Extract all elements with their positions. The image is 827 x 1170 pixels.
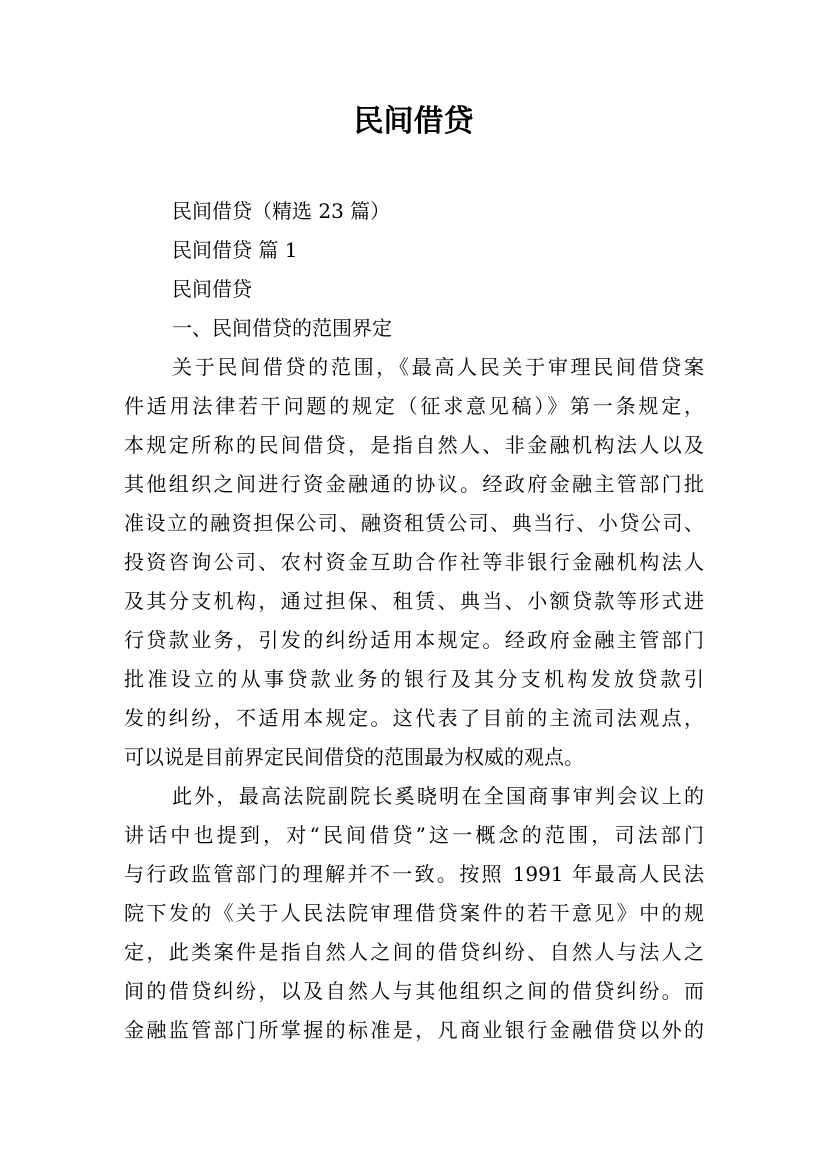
paragraph-line: 发的纠纷，不适用本规定。这代表了目前的主流司法观点，	[124, 706, 704, 730]
paragraph-line: 其他组织之间进行资金融通的协议。经政府金融主管部门批	[124, 472, 704, 496]
paragraph-line: 关于民间借贷的范围，《最高人民关于审理民间借贷案	[172, 355, 704, 379]
paragraph-line: 本规定所称的民间借贷，是指自然人、非金融机构法人以及	[124, 433, 704, 457]
paragraph-line: 定，此类案件是指自然人之间的借贷纠纷、自然人与法人之	[124, 940, 704, 964]
paragraph-line: 此外，最高法院副院长奚晓明在全国商事审判会议上的	[172, 784, 704, 808]
paragraph-line: 投资咨询公司、农村资金互助合作社等非银行金融机构法人	[124, 550, 704, 574]
document-title: 民间借贷	[353, 104, 474, 139]
paragraph-line: 可以说是目前界定民间借贷的范围最为权威的观点。	[124, 745, 584, 769]
heading-article: 民间借贷 篇 1	[172, 238, 298, 262]
paragraph-line: 讲话中也提到，对“民间借贷”这一概念的范围，司法部门	[124, 823, 704, 847]
paragraph-line: 批准设立的从事贷款业务的银行及其分支机构发放贷款引	[124, 667, 704, 691]
paragraph-line: 院下发的《关于人民法院审理借贷案件的若干意见》中的规	[124, 901, 704, 925]
paragraph-line: 行贷款业务，引发的纠纷适用本规定。经政府金融主管部门	[124, 628, 704, 652]
paragraph-line: 及其分支机构，通过担保、租赁、典当、小额贷款等形式进	[124, 589, 704, 613]
heading-section: 一、民间借贷的范围界定	[172, 316, 392, 340]
paragraph-line: 件适用法律若干问题的规定（征求意见稿）》第一条规定，	[124, 394, 704, 418]
paragraph-line: 金融监管部门所掌握的标准是，凡商业银行金融借贷以外的	[124, 1018, 704, 1042]
heading-topic: 民间借贷	[172, 277, 252, 301]
paragraph-line: 与行政监管部门的理解并不一致。按照 1991 年最高人民法	[124, 862, 704, 886]
paragraph-line: 间的借贷纠纷，以及自然人与其他组织之间的借贷纠纷。而	[124, 979, 704, 1003]
heading-collection: 民间借贷（精选 23 篇）	[172, 199, 391, 223]
paragraph-line: 准设立的融资担保公司、融资租赁公司、典当行、小贷公司、	[124, 511, 704, 535]
